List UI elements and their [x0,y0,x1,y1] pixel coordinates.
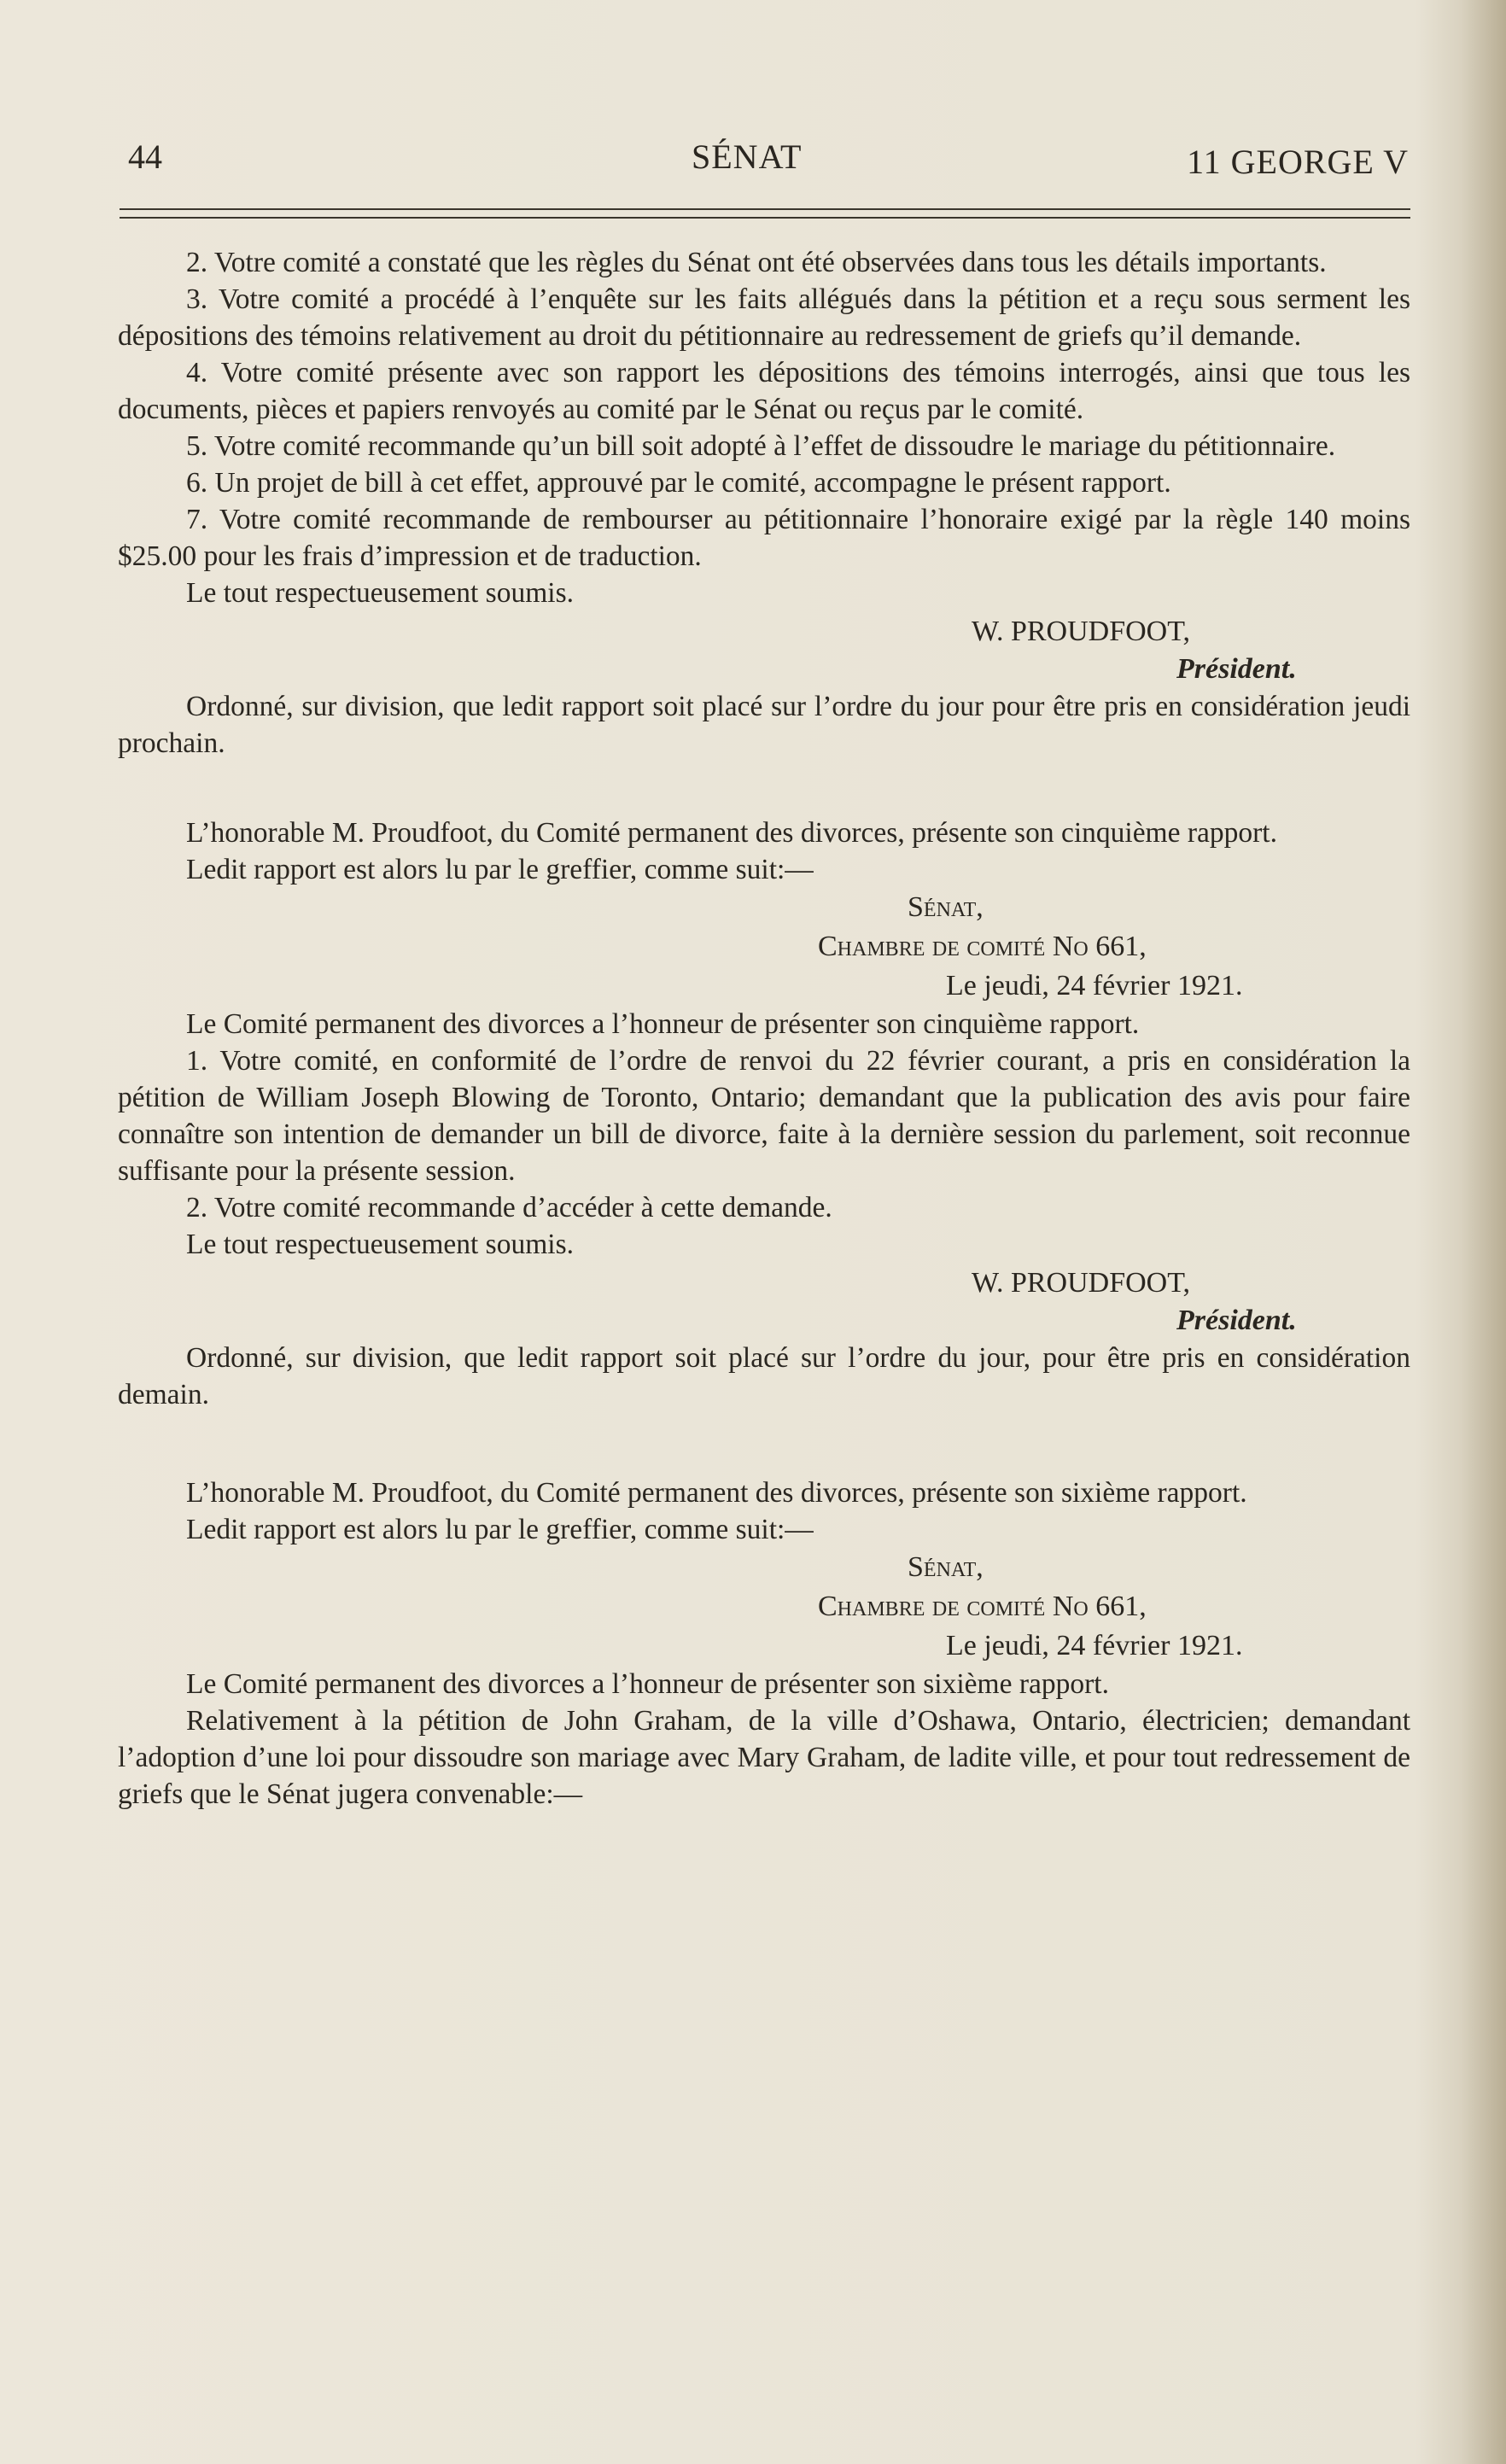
address-room: Chambre de comité No 661, [818,1591,1147,1622]
reign-label: 11 GEORGE V [1187,143,1409,181]
signature-block [118,1264,1410,1340]
document-body [118,244,1410,1813]
page-header [128,137,1409,188]
paragraph: 4. Votre comité présente avec son rapport les dépositions des témoins interrogés, ainsi que tous les documents, pièces et papiers renvoyés au comité par le Sénat ou reçus par le comité. [118,357,1410,425]
address-senat: Sénat, [908,1551,984,1583]
page-number: 44 [128,137,162,176]
report-intro: L’honorable M. Proudfoot, du Comité permanent des divorces, présente son cinquième rapport. [186,817,1277,849]
paragraph: 7. Votre comité recommande de rembourser au pétitionnaire l’honoraire exigé par la règle 140 moins $25.00 pour les frais d’impression et de traduction. [118,504,1410,572]
header-rule-bottom [120,217,1410,219]
paragraph: 6. Un projet de bill à cet effet, approuvé par le comité, accompagne le présent rapport. [186,467,1171,499]
paragraph: 5. Votre comité recommande qu’un bill soit adopté à l’effet de dissoudre le mariage du pétitionnaire. [186,430,1336,462]
order-paragraph: Ordonné, sur division, que ledit rapport soit placé sur l’ordre du jour pour être pris en considération jeudi prochain. [118,691,1410,759]
report-read-line: Ledit rapport est alors lu par le greffier, comme suit:— [186,854,814,885]
paragraph: 3. Votre comité a procédé à l’enquête sur les faits allégués dans la pétition et a reçu sous serment les dépositions des témoins relativement au droit du pétitionnaire au redressement de griefs qu’il demande. [118,283,1410,352]
signature-block [118,613,1410,688]
address-date: Le jeudi, 24 février 1921. [946,970,1243,1001]
paragraph: Le Comité permanent des divorces a l’honneur de présenter son sixième rapport. [186,1668,1109,1700]
address-room: Chambre de comité No 661, [818,931,1147,962]
report-intro: L’honorable M. Proudfoot, du Comité permanent des divorces, présente son sixième rapport. [186,1477,1247,1509]
signature-role: Président. [1176,1305,1297,1336]
order-paragraph: Ordonné, sur division, que ledit rapport soit placé sur l’ordre du jour, pour être pris en considération demain. [118,1342,1410,1410]
address-block [118,888,1410,1006]
report-read-line: Ledit rapport est alors lu par le greffier, comme suit:— [186,1514,814,1545]
address-block [118,1548,1410,1666]
paragraph: Relativement à la pétition de John Graham, de la ville d’Oshawa, Ontario, électricien; demandant l’adoption d’une loi pour dissoudre son mariage avec Mary Graham, de ladite ville, et pour tout redressement de griefs que le Sénat jugera convenable:— [118,1705,1410,1810]
address-senat: Sénat, [908,891,984,923]
section-gap [118,1413,1410,1474]
paragraph: 1. Votre comité, en conformité de l’ordre de renvoi du 22 février courant, a pris en considération la pétition de William Joseph Blowing de Toronto, Ontario; demandant que la publication des avis pour faire connaître son intention de demander un bill de divorce, faite à la dernière session du parlement, soit reconnue suffisante pour la présente session. [118,1045,1410,1187]
paragraph: 2. Votre comité a constaté que les règles du Sénat ont été observées dans tous les détails importants. [186,247,1327,278]
closing-line: Le tout respectueusement soumis. [186,577,575,609]
address-date: Le jeudi, 24 février 1921. [946,1630,1243,1661]
signature-role: Président. [1176,653,1297,685]
paragraph: 2. Votre comité recommande d’accéder à cette demande. [186,1192,832,1223]
paragraph: Le Comité permanent des divorces a l’honneur de présenter son cinquième rapport. [186,1008,1140,1040]
signature-name: W. PROUDFOOT, [972,616,1190,647]
section-gap [118,762,1410,815]
closing-line: Le tout respectueusement soumis. [186,1229,575,1260]
header-rule-top [120,208,1410,210]
signature-name: W. PROUDFOOT, [972,1267,1190,1299]
running-title: SÉNAT [692,137,803,176]
